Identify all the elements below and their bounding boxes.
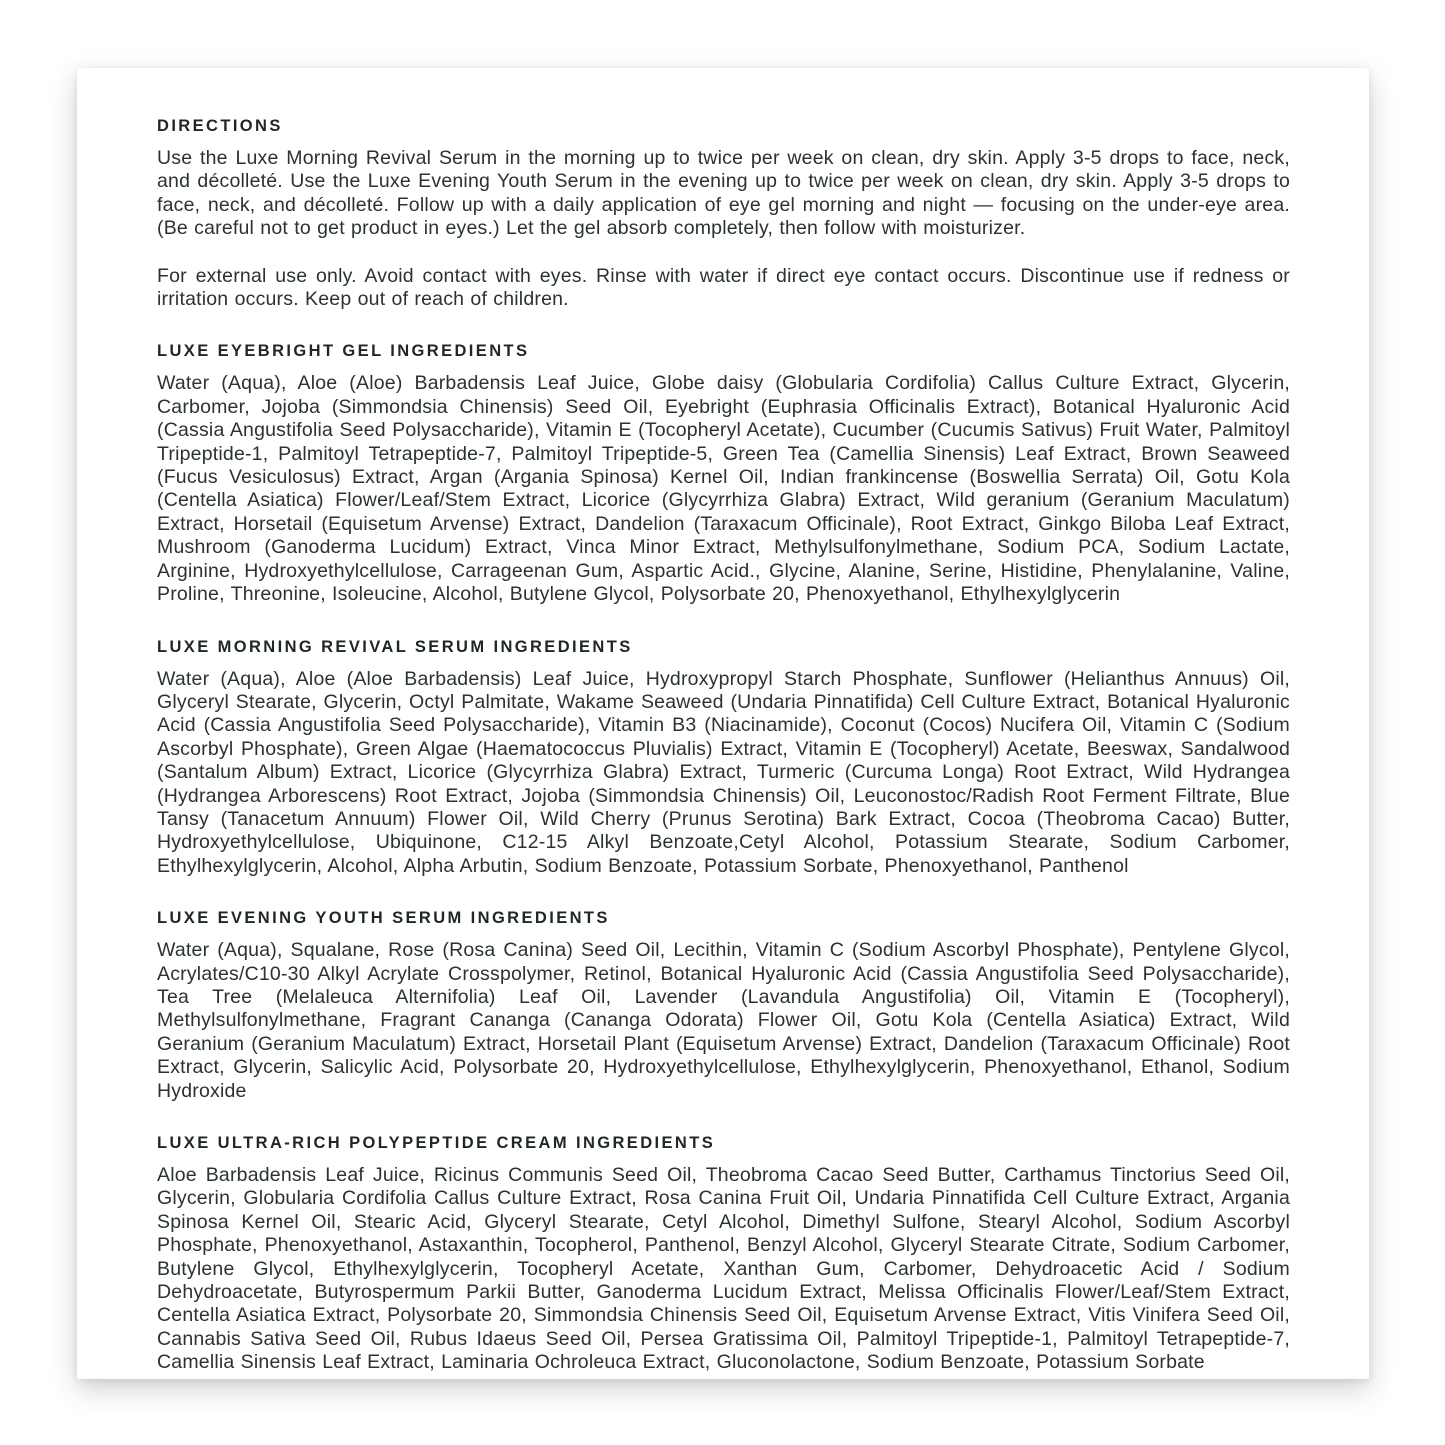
- evening-youth-serum-ingredients-heading: LUXE EVENING YOUTH SERUM INGREDIENTS: [157, 909, 610, 928]
- directions-heading: DIRECTIONS: [157, 117, 283, 135]
- directions-section: [157, 116, 1290, 311]
- ingredient-label-card: [77, 68, 1369, 1379]
- morning-revival-serum-ingredient-list: Water (Aqua), Aloe (Aloe Barbadensis) Leaf Juice, Hydroxypropyl Starch Phosphate, Sunflower (Helianthus Annuus) Oil, Glyceryl Stearate, Glycerin, Octyl Palmitate, Wakame Seaweed (Undaria Pinnatifida) Cell Culture Extract, Botanical Hyaluronic Acid (Cassia Angustifolia Seed Polysaccharide), Vitamin B3 (Niacinamide), Coconut (Cocos) Nucifera Oil, Vitamin C (Sodium Ascorbyl Phosphate), Green Algae (Haematococcus Pluvialis) Extract, Vitamin E (Tocopheryl) Acetate, Beeswax, Sandalwood (Santalum Album) Extract, Licorice (Glycyrrhiza Glabra) Extract, Turmeric (Curcuma Longa) Root Extract, Wild Hydrangea (Hydrangea Arborescens) Root Extract, Jojoba (Simmondsia Chinensis) Oil, Leuconostoc/Radish Root Ferment Filtrate, Blue Tansy (Tanacetum Annuum) Flower Oil, Wild Cherry (Prunus Serotina) Bark Extract, Cocoa (Theobroma Cacao) Butter, Hydroxyethylcellulose, Ubiquinone, C12-15 Alkyl Benzoate,Cetyl Alcohol, Potassium Stearate, Sodium Carbomer, Ethylhexylglycerin, Alcohol, Alpha Arbutin, Sodium Benzoate, Potassium Sorbate, Phenoxyethanol, Panthenol: [157, 667, 1290, 877]
- evening-youth-serum-ingredients-section: [157, 908, 1290, 1103]
- morning-revival-serum-ingredients-section: [157, 637, 1290, 879]
- eyebright-gel-ingredient-list: Water (Aqua), Aloe (Aloe) Barbadensis Leaf Juice, Globe daisy (Globularia Cordifolia) Callus Culture Extract, Glycerin, Carbomer, Jojoba (Simmondsia Chinensis) Seed Oil, Eyebright (Euphrasia Officinalis Extract), Botanical Hyaluronic Acid (Cassia Angustifolia Seed Polysaccharide), Vitamin E (Tocopheryl Acetate), Cucumber (Cucumis Sativus) Fruit Water, Palmitoyl Tripeptide-1, Palmitoyl Tetrapeptide-7, Palmitoyl Tripeptide-5, Green Tea (Camellia Sinensis) Leaf Extract, Brown Seaweed (Fucus Vesiculosus) Extract, Argan (Argania Spinosa) Kernel Oil, Indian frankincense (Boswellia Serrata) Oil, Gotu Kola (Centella Asiatica) Flower/Leaf/Stem Extract, Licorice (Glycyrrhiza Glabra) Extract, Wild geranium (Geranium Maculatum) Extract, Horsetail (Equisetum Arvense) Extract, Dandelion (Taraxacum Officinale), Root Extract, Ginkgo Biloba Leaf Extract, Mushroom (Ganoderma Lucidum) Extract, Vinca Minor Extract, Methylsulfonylmethane, Sodium PCA, Sodium Lactate, Arginine, Hydroxyethylcellulose, Carrageenan Gum, Aspartic Acid., Glycine, Alanine, Serine, Histidine, Phenylalanine, Valine, Proline, Threonine, Isoleucine, Alcohol, Butylene Glycol, Polysorbate 20, Phenoxyethanol, Ethylhexylglycerin: [157, 372, 1290, 606]
- evening-youth-serum-ingredient-list: Water (Aqua), Squalane, Rose (Rosa Canina) Seed Oil, Lecithin, Vitamin C (Sodium Ascorbyl Phosphate), Pentylene Glycol, Acrylates/C10-30 Alkyl Acrylate Crosspolymer, Retinol, Botanical Hyaluronic Acid (Cassia Angustifolia Seed Polysaccharide), Tea Tree (Melaleuca Alternifolia) Leaf Oil, Lavender (Lavandula Angustifolia) Oil, Vitamin E (Tocopheryl), Methylsulfonylmethane, Fragrant Cananga (Cananga Odorata) Flower Oil, Gotu Kola (Centella Asiatica) Extract, Wild Geranium (Geranium Maculatum) Extract, Horsetail Plant (Equisetum Arvense) Extract, Dandelion (Taraxacum Officinale) Root Extract, Glycerin, Salicylic Acid, Polysorbate 20, Hydroxyethylcellulose, Ethylhexylglycerin, Phenoxyethanol, Ethanol, Sodium Hydroxide: [157, 939, 1290, 1102]
- eyebright-gel-ingredients-section: [157, 341, 1290, 606]
- directions-usage-paragraph: Use the Luxe Morning Revival Serum in the morning up to twice per week on clean, dry skin. Apply 3-5 drops to face, neck, and décolleté. Use the Luxe Evening Youth Serum in the evening up to twice per week on clean, dry skin. Apply 3-5 drops to face, neck, and décolleté. Follow up with a daily application of eye gel morning and night — focusing on the under-eye area. (Be careful not to get product in eyes.) Let the gel absorb completely, then follow with moisturizer.: [157, 147, 1290, 240]
- directions-warning-paragraph: For external use only. Avoid contact with eyes. Rinse with water if direct eye contact occurs. Discontinue use if redness or irritation occurs. Keep out of reach of children.: [157, 264, 1290, 311]
- ultra-rich-polypeptide-cream-ingredient-list: Aloe Barbadensis Leaf Juice, Ricinus Communis Seed Oil, Theobroma Cacao Seed Butter, Carthamus Tinctorius Seed Oil, Glycerin, Globularia Cordifolia Callus Culture Extract, Rosa Canina Fruit Oil, Undaria Pinnatifida Cell Culture Extract, Argania Spinosa Kernel Oil, Stearic Acid, Glyceryl Stearate, Cetyl Alcohol, Dimethyl Sulfone, Stearyl Alcohol, Sodium Ascorbyl Phosphate, Phenoxyethanol, Astaxanthin, Tocopherol, Panthenol, Benzyl Alcohol, Glyceryl Stearate Citrate, Sodium Carbomer, Butylene Glycol, Ethylhexylglycerin, Tocopheryl Acetate, Xanthan Gum, Carbomer, Dehydroacetic Acid / Sodium Dehydroacetate, Butyrospermum Parkii Butter, Ganoderma Lucidum Extract, Melissa Officinalis Flower/Leaf/Stem Extract, Centella Asiatica Extract, Polysorbate 20, Simmondsia Chinensis Seed Oil, Equisetum Arvense Extract, Vitis Vinifera Seed Oil, Cannabis Sativa Seed Oil, Rubus Idaeus Seed Oil, Persea Gratissima Oil, Palmitoyl Tripeptide-1, Palmitoyl Tetrapeptide-7, Camellia Sinensis Leaf Extract, Laminaria Ochroleuca Extract, Gluconolactone, Sodium Benzoate, Potassium Sorbate: [157, 1164, 1290, 1374]
- ultra-rich-polypeptide-cream-ingredients-section: [157, 1133, 1290, 1375]
- eyebright-gel-ingredients-heading: LUXE EYEBRIGHT GEL INGREDIENTS: [157, 342, 530, 361]
- ultra-rich-polypeptide-cream-ingredients-heading: LUXE ULTRA-RICH POLYPEPTIDE CREAM INGREDIENTS: [157, 1134, 716, 1152]
- morning-revival-serum-ingredients-heading: LUXE MORNING REVIVAL SERUM INGREDIENTS: [157, 637, 633, 656]
